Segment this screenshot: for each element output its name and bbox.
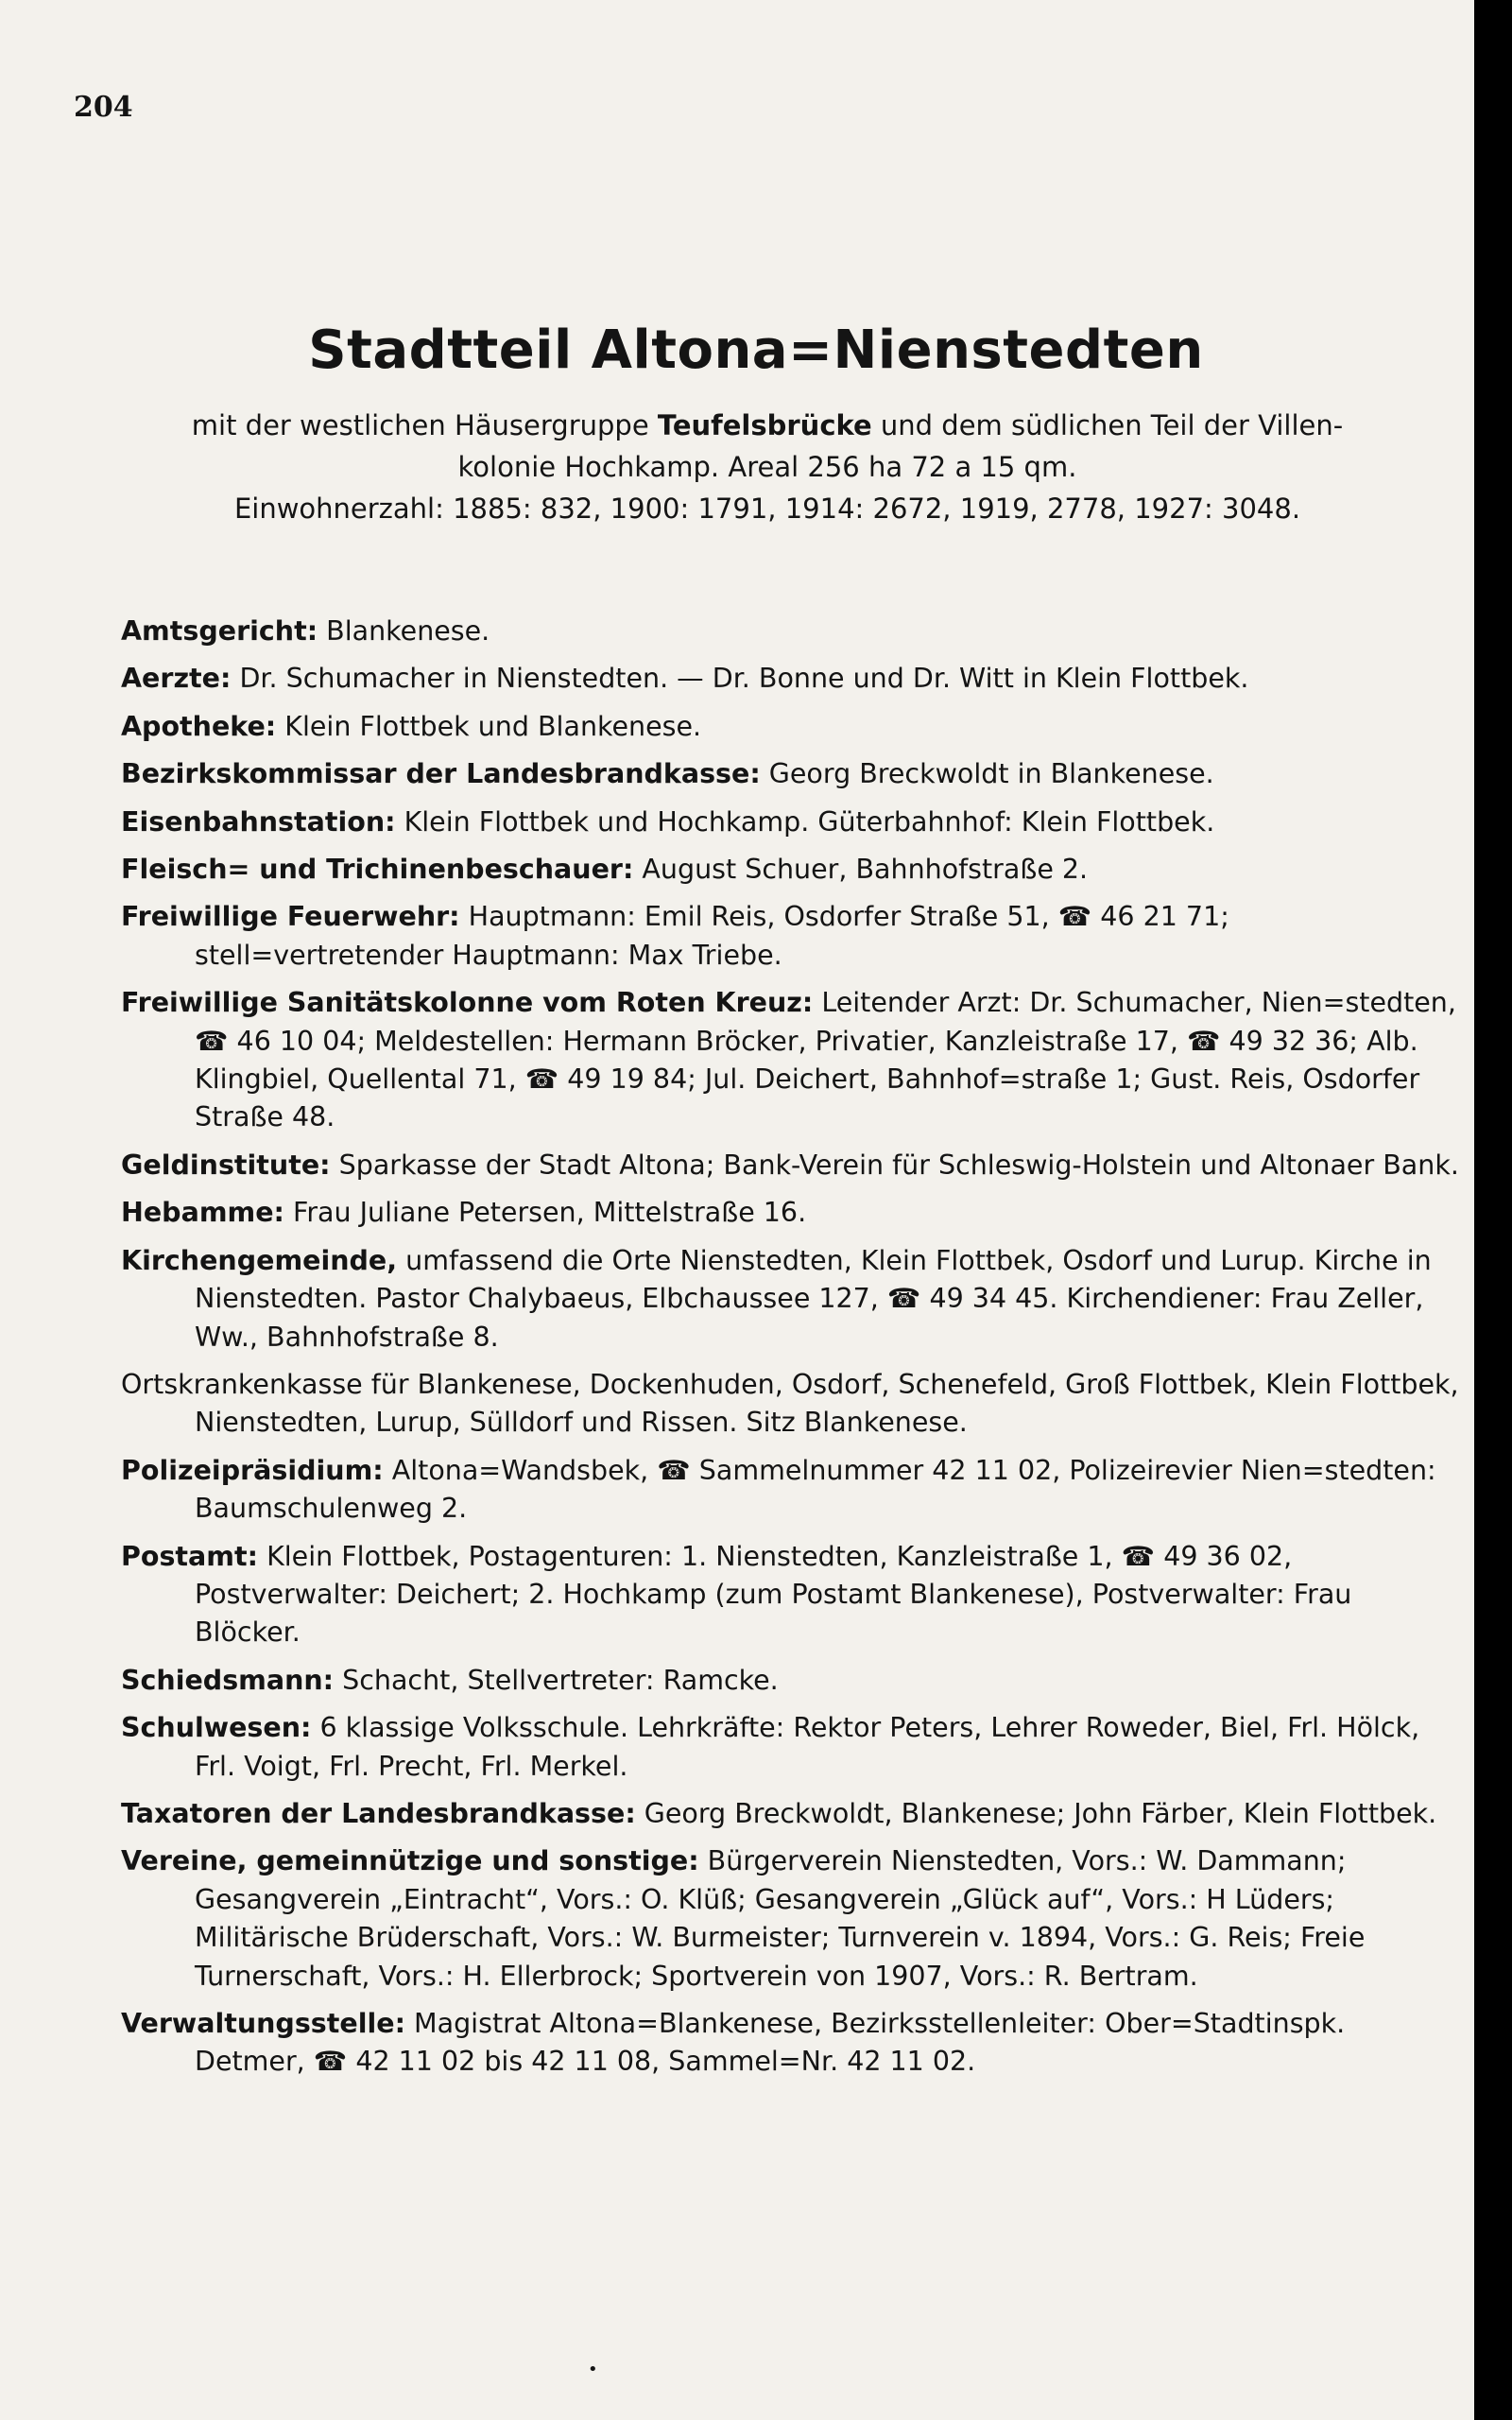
entry-heading: Postamt: xyxy=(121,1540,259,1572)
entry-heading: Eisenbahnstation: xyxy=(121,805,396,838)
entry-text: 6 klassige Volksschule. Lehrkräfte: Rektor Peters, Lehrer Roweder, Biel, Frl. Hölck, Frl. Voigt, Frl. Precht, Frl. Merkel. xyxy=(195,1712,1420,1782)
entry-schulwesen xyxy=(121,1709,1463,1786)
entry-heading: Fleisch= und Trichinenbeschauer: xyxy=(121,854,634,886)
entry-text: Hauptmann: Emil Reis, Osdorfer Straße 51, ☎ 46 21 71; stell=vertretender Hauptmann: Max Triebe. xyxy=(195,901,1229,971)
subtitle-line-1-pre: mit der westlichen Häusergruppe xyxy=(191,409,658,441)
entry-verwaltungsstelle xyxy=(121,2005,1463,2082)
entry-heading: Verwaltungsstelle: xyxy=(121,2008,405,2039)
entry-hebamme xyxy=(121,1194,1463,1232)
entry-text: Altona=Wandsbek, ☎ Sammelnummer 42 11 02, Polizeirevier Nien=stedten: Baumschulenweg 2. xyxy=(195,1454,1436,1525)
entry-geldinstitute xyxy=(121,1147,1463,1184)
entry-text: Magistrat Altona=Blankenese, Bezirksstellenleiter: Ober=Stadtinspk. Detmer, ☎ 42 11 02 bis 42 11 08, Sammel=Nr. 42 11 02. xyxy=(195,2008,1346,2078)
entry-fleischbeschauer xyxy=(121,851,1463,889)
entry-eisenbahnstation xyxy=(121,804,1463,841)
entry-kirchengemeinde xyxy=(121,1242,1463,1357)
subtitle-highlight: Teufelsbrücke xyxy=(657,409,872,441)
entry-polizeipraesidium xyxy=(121,1452,1463,1529)
entry-text: Frau Juliane Petersen, Mittelstraße 16. xyxy=(284,1197,807,1229)
entry-text: Dr. Schumacher in Nienstedten. — Dr. Bonne und Dr. Witt in Klein Flottbek. xyxy=(231,663,1249,695)
entry-text: umfassend die Orte Nienstedten, Klein Flottbek, Osdorf und Lurup. Kirche in Nienstedten. Pastor Chalybaeus, Elbchaussee 127, ☎ 49 34 45. Kirchendiener: Frau Zeller, Ww., Bahnhofstraße 8. xyxy=(195,1244,1432,1353)
subtitle-line-2: kolonie Hochkamp. Areal 256 ha 72 a 15 qm. xyxy=(457,451,1077,483)
entry-heading: Freiwillige Feuerwehr: xyxy=(121,901,460,933)
entry-text: Klein Flottbek und Hochkamp. Güterbahnhof: Klein Flottbek. xyxy=(395,805,1215,838)
entry-text: Bürgerverein Nienstedten, Vors.: W. Dammann; Gesangverein „Eintracht“, Vors.: O. Klüß; Gesangverein „Glück auf“, Vors.: H Lüders; Militärische Brüderschaft, Vors.: W. Burmeister; Turnverein v. 1894, Vors.: G. Reis; Freie Turnerschaft, Vors.: H. Ellerbrock; Sportverein von 1907, Vors.: R. Bertram. xyxy=(195,1845,1366,1992)
entry-heading: Schulwesen: xyxy=(121,1712,312,1744)
entry-heading: Amtsgericht: xyxy=(121,615,318,647)
entry-heading: Polizeipräsidium: xyxy=(121,1454,384,1486)
entry-aerzte xyxy=(121,660,1463,698)
page-number: 204 xyxy=(74,91,133,124)
page-title: Stadtteil Altona=Nienstedten xyxy=(308,320,1204,381)
entry-text: August Schuer, Bahnhofstraße 2. xyxy=(633,854,1089,886)
entry-heading: Schiedsmann: xyxy=(121,1664,335,1696)
entry-sanitaetskolonne xyxy=(121,984,1463,1137)
directory-entries xyxy=(121,613,1463,2091)
subtitle-line-3: Einwohnerzahl: 1885: 832, 1900: 1791, 1914: 2672, 1919, 2778, 1927: 3048. xyxy=(233,493,1301,525)
entry-text: Georg Breckwoldt in Blankenese. xyxy=(760,758,1214,790)
entry-bezirkskommissar xyxy=(121,755,1463,793)
entry-heading: Bezirkskommissar der Landesbrandkasse: xyxy=(121,758,761,790)
entry-taxatoren xyxy=(121,1795,1463,1833)
entry-heading: Geldinstitute: xyxy=(121,1149,331,1181)
entry-text: Ortskrankenkasse für Blankenese, Dockenhuden, Osdorf, Schenefeld, Groß Flottbek, Klein Flottbek, Nienstedten, Lurup, Sülldorf und Rissen. Sitz Blankenese. xyxy=(121,1368,1459,1439)
entry-heading: Freiwillige Sanitätskolonne vom Roten Kreuz: xyxy=(121,987,814,1019)
entry-heading: Taxatoren der Landesbrandkasse: xyxy=(121,1797,636,1829)
entry-amtsgericht xyxy=(121,613,1463,650)
entry-apotheke xyxy=(121,708,1463,746)
subtitle-line-1-post: und dem südlichen Teil der Villen- xyxy=(871,409,1344,441)
entry-text: Blankenese. xyxy=(318,615,490,647)
page-subtitle xyxy=(115,405,1419,529)
entry-heading: Vereine, gemeinnützige und sonstige: xyxy=(121,1845,699,1877)
entry-text: Leitender Arzt: Dr. Schumacher, Nien=stedten, ☎ 46 10 04; Meldestellen: Hermann Bröcker, Privatier, Kanzleistraße 17, ☎ 49 32 36; Alb. Klingbiel, Quellental 71, ☎ 49 19 84; Jul. Deichert, Bahnhof=straße 1; Gust. Reis, Osdorfer Straße 48. xyxy=(195,987,1456,1133)
entry-text: Klein Flottbek, Postagenturen: 1. Nienstedten, Kanzleistraße 1, ☎ 49 36 02, Postverwalter: Deichert; 2. Hochkamp (zum Postamt Blankenese), Postverwalter: Frau Blöcker. xyxy=(195,1540,1352,1649)
footer-dot: • xyxy=(588,2360,598,2379)
subtitle-line-1 xyxy=(115,405,1419,446)
entry-feuerwehr xyxy=(121,898,1463,975)
entry-heading: Hebamme: xyxy=(121,1197,284,1229)
entry-text: Klein Flottbek und Blankenese. xyxy=(276,710,702,742)
entry-heading: Kirchengemeinde, xyxy=(121,1244,398,1276)
entry-ortskrankenkasse xyxy=(121,1366,1463,1443)
entry-text: Georg Breckwoldt, Blankenese; John Färber, Klein Flottbek. xyxy=(635,1797,1437,1829)
entry-vereine xyxy=(121,1842,1463,1996)
entry-text: Sparkasse der Stadt Altona; Bank-Verein für Schleswig-Holstein und Altonaer Bank. xyxy=(330,1149,1459,1181)
entry-text: Schacht, Stellvertreter: Ramcke. xyxy=(334,1664,779,1696)
entry-heading: Aerzte: xyxy=(121,663,232,695)
entry-postamt xyxy=(121,1538,1463,1652)
entry-heading: Apotheke: xyxy=(121,710,277,742)
entry-schiedsmann xyxy=(121,1662,1463,1700)
